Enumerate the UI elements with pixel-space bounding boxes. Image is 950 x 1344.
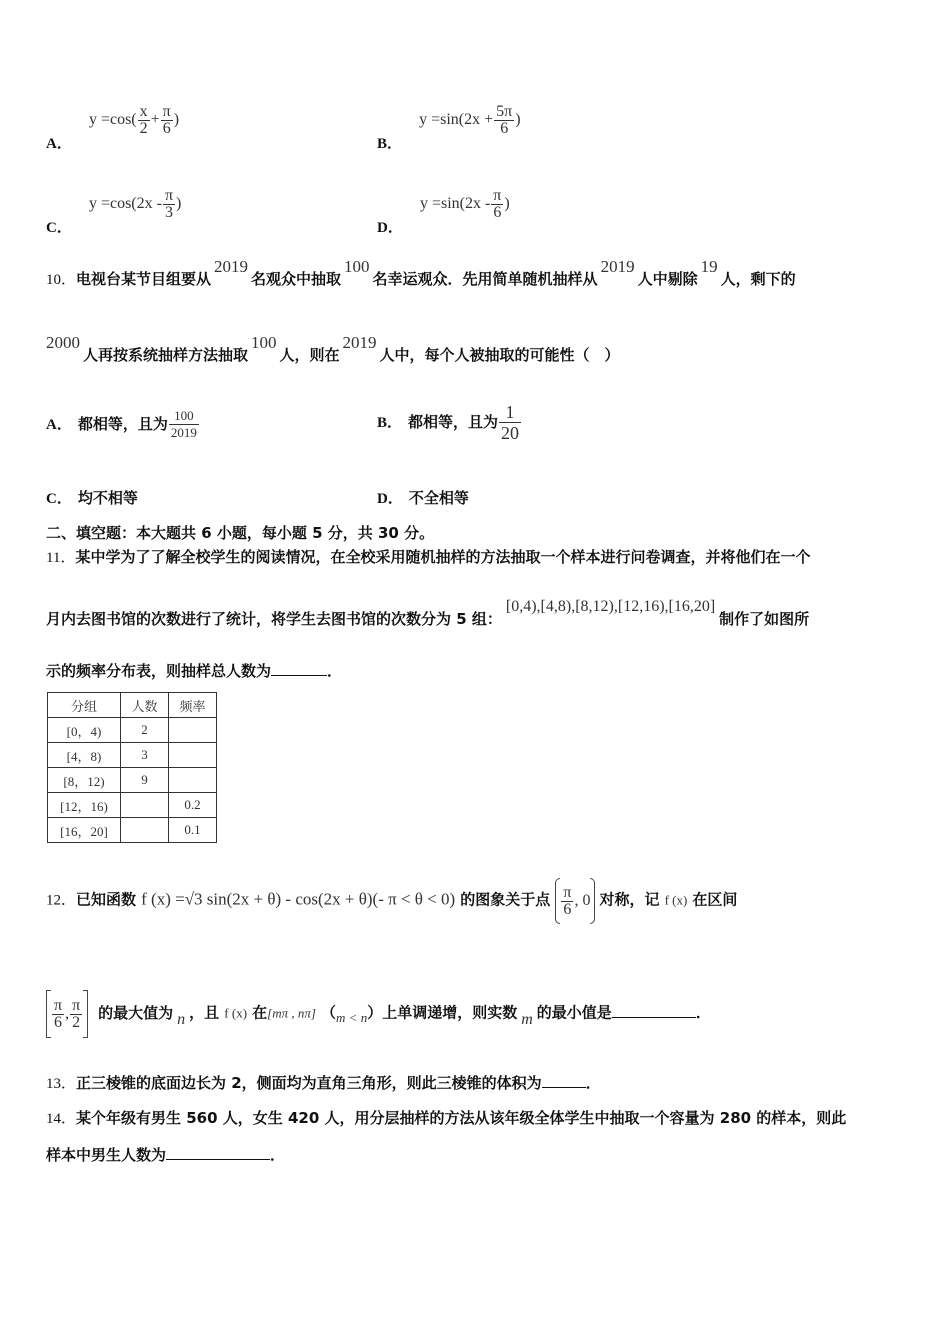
q10-option-c: C． 均不相等 xyxy=(46,489,138,507)
q9-option-a xyxy=(46,103,180,153)
q14-line-1: 14．某个年级有男生 560 人，女生 420 人，用分层抽样的方法从该年级全体学生中抽取一个容量为 280 的样本，则此 xyxy=(46,1109,847,1127)
question-number: 10． xyxy=(46,272,77,288)
table-cell xyxy=(169,768,217,793)
table-cell: [16，20] xyxy=(48,818,121,843)
table-cell xyxy=(169,718,217,743)
formula: y =sin(2x + $\frac{5\pi}{6}$ ) xyxy=(419,103,521,137)
table-cell: 2 xyxy=(121,718,169,743)
option-label: B． xyxy=(377,415,403,431)
table-row xyxy=(48,818,217,843)
q10-option-b: B． 都相等，且为 $\frac{1}{20}$ xyxy=(377,402,520,443)
q9-option-d xyxy=(377,187,510,237)
question-number: 12． xyxy=(46,892,77,909)
formula: y =cos(2x - $\frac{\pi}{3}$ ) xyxy=(88,187,182,221)
option-label: A． xyxy=(46,136,72,153)
table-row xyxy=(48,768,217,793)
answer-blank xyxy=(166,1145,270,1160)
table-cell xyxy=(121,793,169,818)
q10-line-2: 2000人再按系统抽样方法抽取100人，则在2019人中，每个人被抽取的可能性（ ） xyxy=(46,333,620,364)
q14-line-2: 样本中男生人数为 ． xyxy=(46,1146,286,1164)
table-cell: 3 xyxy=(121,743,169,768)
answer-blank xyxy=(612,1003,696,1018)
answer-blank xyxy=(542,1073,586,1088)
formula: y =cos( $\frac{x}{2}$ + $\frac{\pi}{6}$ ) xyxy=(88,103,180,137)
table-cell xyxy=(121,818,169,843)
point-coordinates: $\frac{\pi}{6}$ , 0 xyxy=(555,892,599,909)
frequency-table xyxy=(47,692,217,843)
q10-line-1: 10．电视台某节目组要从2019名观众中抽取100名幸运观众．先用简单随机抽样从2019人中剔除19人，剩下的 xyxy=(46,257,796,288)
q12-line-2: $\frac{\pi}{6}$ , $\frac{\pi}{2}$ 的最大值为 n ，且 f (x) 在[mπ , nπ] $(_{m < n})$上单调递增，则实数 m 的最小值是 ． xyxy=(46,990,711,1038)
fraction: $\frac{100}{2019}$ xyxy=(170,408,197,440)
table-cell: [4，8) xyxy=(48,743,121,768)
question-number: 11． xyxy=(46,550,76,566)
q10-option-d: D． 不全相等 xyxy=(377,489,469,507)
option-label: A． xyxy=(46,417,72,433)
option-label: B． xyxy=(377,136,403,153)
table-cell xyxy=(169,743,217,768)
table-cell: [12，16) xyxy=(48,793,121,818)
q11-line-1: 11．某中学为了了解全校学生的阅读情况，在全校采用随机抽样的方法抽取一个样本进行问卷调查，并将他们在一个 xyxy=(46,548,811,566)
header-cell: 频率 xyxy=(169,693,217,718)
q13-line: 13．正三棱锥的底面边长为 2，侧面均为直角三角形，则此三棱锥的体积为 ． xyxy=(46,1074,601,1092)
table-cell: 9 xyxy=(121,768,169,793)
function-formula: f (x) =√3 sin(2x + θ) - cos(2x + θ)(- π < θ < 0) xyxy=(141,889,456,909)
table-row xyxy=(48,793,217,818)
q12-line-1: 12．已知函数 f (x) =√3 sin(2x + θ) - cos(2x + θ)(- π < θ < 0) 的图象关于点 $\frac{\pi}{6}$ , 0 对称，记 f (x) 在区间 xyxy=(46,878,737,924)
answer-blank xyxy=(271,661,327,676)
table-cell: 0.2 xyxy=(169,793,217,818)
table-cell: [0，4) xyxy=(48,718,121,743)
section-heading: 二、填空题：本大题共 6 小题，每小题 5 分，共 30 分。 xyxy=(46,524,435,542)
q11-line-2: 月内去图书馆的次数进行了统计，将学生去图书馆的次数分为 5 组：[0,4),[4,8),[8,12),[12,16),[16,20]制作了如图所 xyxy=(46,598,810,628)
q11-line-3: 示的频率分布表，则抽样总人数为 ． xyxy=(46,662,343,680)
interval-bracket: $\frac{\pi}{6}$ , $\frac{\pi}{2}$ xyxy=(46,1005,92,1022)
table-header-row xyxy=(48,693,217,718)
header-cell: 人数 xyxy=(121,693,169,718)
option-label: C． xyxy=(46,220,72,237)
fraction: $\frac{1}{20}$ xyxy=(501,402,520,443)
formula: y =sin(2x - $\frac{\pi}{6}$ ) xyxy=(419,187,510,221)
question-number: 13． xyxy=(46,1076,77,1092)
option-label: C． xyxy=(46,491,72,507)
q9-option-c xyxy=(46,187,182,237)
table-row xyxy=(48,743,217,768)
option-label: D． xyxy=(377,220,403,237)
table-row xyxy=(48,718,217,743)
question-number: 14． xyxy=(46,1111,77,1127)
table-cell: 0.1 xyxy=(169,818,217,843)
table-cell: [8，12) xyxy=(48,768,121,793)
option-label: D． xyxy=(377,491,403,507)
q9-option-b xyxy=(377,103,521,153)
q10-option-a: A． 都相等，且为 $\frac{100}{2019}$ xyxy=(46,408,197,440)
header-cell: 分组 xyxy=(48,693,121,718)
